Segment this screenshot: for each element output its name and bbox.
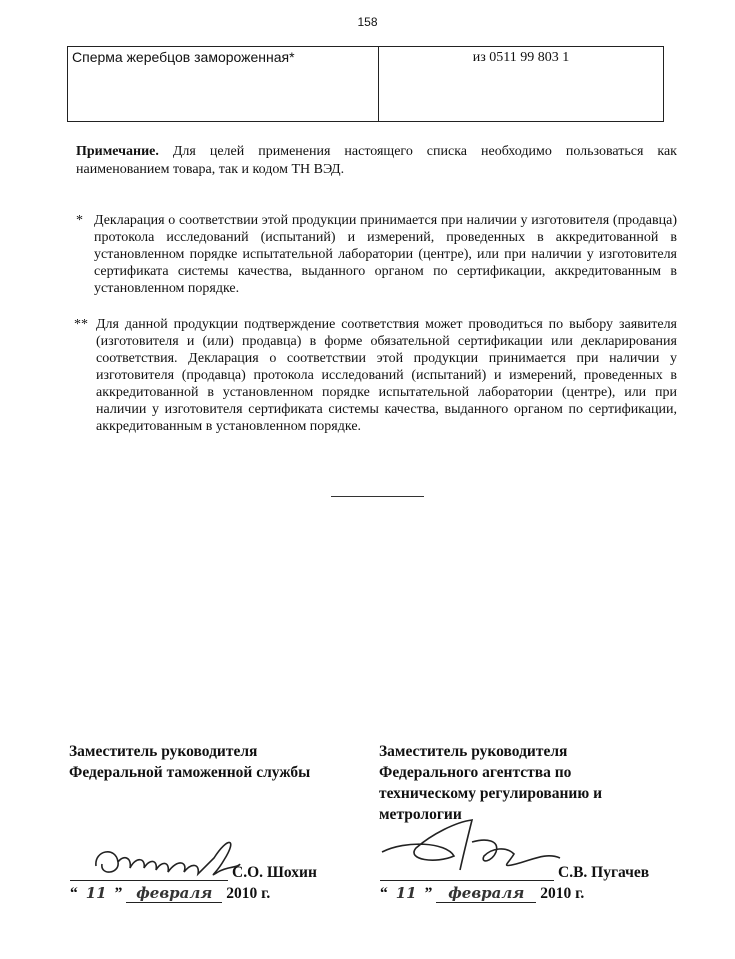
product-name-cell: Сперма жеребцов замороженная* bbox=[68, 47, 379, 122]
footnote-marker: ** bbox=[74, 317, 88, 332]
right-signature-image bbox=[376, 812, 576, 882]
note-label: Примечание. bbox=[76, 144, 159, 159]
title-line: Федерального агентства по bbox=[379, 764, 572, 781]
right-signature-line bbox=[380, 880, 554, 881]
title-line: Заместитель руководителя bbox=[69, 743, 258, 760]
left-date-year: 2010 г. bbox=[226, 885, 271, 902]
title-line: метрологии bbox=[379, 806, 462, 823]
quote-open: “ bbox=[380, 885, 388, 902]
footnote-marker: * bbox=[76, 213, 83, 228]
left-signature-image bbox=[88, 828, 248, 888]
right-date-year: 2010 г. bbox=[540, 885, 585, 902]
left-signature-line bbox=[70, 880, 228, 881]
left-signatory-name: С.О. Шохин bbox=[232, 864, 317, 881]
footnote-double-asterisk bbox=[76, 316, 677, 435]
left-date bbox=[70, 884, 270, 903]
right-signatory-name: С.В. Пугачев bbox=[558, 864, 650, 881]
left-date-month: февраля bbox=[126, 884, 222, 903]
footnote-text: Для данной продукции подтверждение соответствия может проводиться по выбору заявителя (изготовителя и (или) продавца) в форме обязательной сертификации или декларирования соответствия. Декларация о соответствии этой продукции принимается при наличии у изготовителя (продавца) протокола исследований (испытаний) и измерений, проведенных в аккредитованной в установленном порядке испытательной лаборатории (центре), или при наличии у изготовителя сертификата системы качества, выданного органом по сертификации, аккредитованным в установленном порядке. bbox=[96, 317, 677, 434]
page-number: 158 bbox=[357, 15, 378, 29]
quote-close: ” bbox=[424, 885, 433, 902]
section-divider bbox=[331, 496, 424, 497]
left-date-day: 11 bbox=[85, 884, 107, 902]
product-table bbox=[67, 46, 664, 122]
table-row bbox=[68, 47, 664, 122]
quote-open: “ bbox=[70, 885, 78, 902]
left-signatory-title bbox=[69, 741, 359, 783]
title-line: Федеральной таможенной службы bbox=[69, 764, 311, 781]
right-date bbox=[380, 884, 584, 903]
footnote-single-asterisk bbox=[76, 212, 677, 297]
product-code-cell: из 0511 99 803 1 bbox=[379, 47, 664, 122]
quote-close: ” bbox=[114, 885, 123, 902]
right-date-month: февраля bbox=[436, 884, 536, 903]
note-paragraph bbox=[76, 143, 677, 179]
note-text: Для целей применения настоящего списка необходимо пользоваться как наименованием товара, так и кодом ТН ВЭД. bbox=[76, 144, 677, 177]
title-line: техническому регулированию и bbox=[379, 785, 602, 802]
title-line: Заместитель руководителя bbox=[379, 743, 568, 760]
footnote-text: Декларация о соответствии этой продукции принимается при наличии у изготовителя (продавца) протокола исследований (испытаний) и измерений, проведенных в аккредитованной в установленном порядке испытательной лаборатории (центре), или при наличии у изготовителя сертификата системы качества, выданного органом по сертификации, аккредитованным в установленном порядке. bbox=[94, 213, 677, 296]
right-date-day: 11 bbox=[395, 884, 417, 902]
